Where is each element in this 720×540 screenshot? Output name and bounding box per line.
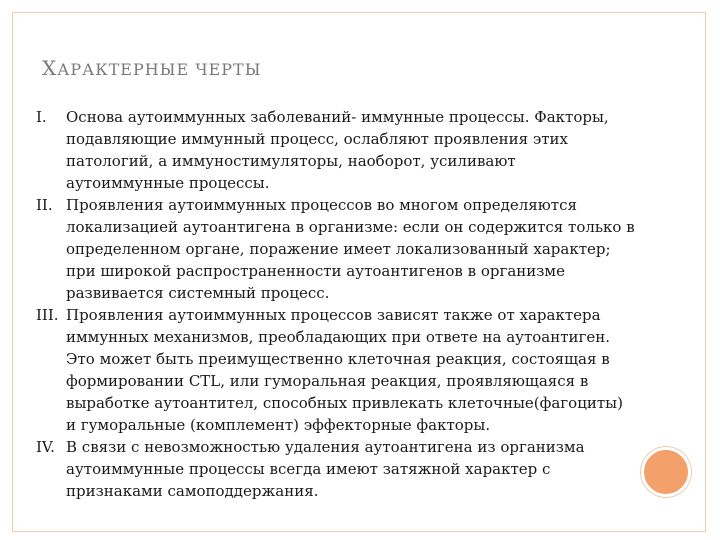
slide-title <box>42 56 261 80</box>
list-item <box>36 304 636 436</box>
list-item-number: III. <box>36 306 59 324</box>
features-list <box>36 106 636 502</box>
slide-title-rest: АРАКТЕРНЫЕ ЧЕРТЫ <box>57 60 262 79</box>
list-item-number: II. <box>36 196 53 214</box>
list-item-number: I. <box>36 108 47 126</box>
accent-circle-icon <box>641 447 691 497</box>
slide-title-initial: Х <box>42 56 58 80</box>
list-item-text: В связи с невозможностью удаления аутоантигена из организма аутоиммунные процессы всегда имеют затяжной характер с признаками самоподдержания. <box>66 438 585 500</box>
list-item-text: Проявления аутоиммунных процессов во многом определяются локализацией аутоантигена в организме: если он содержится только в определенном органе, поражение имеет локализованный характер; при широкой распространенности аутоантигенов в организме развивается системный процесс. <box>66 196 635 302</box>
list-item-text: Проявления аутоиммунных процессов зависят также от характера иммунных механизмов, преобладающих при ответе на аутоантиген. Это может быть преимущественно клеточная реакция, состоящая в формировании CTL, или гуморальная реакция, проявляющаяся в выработке аутоантител, способных привлекать клеточные(фагоциты) и гуморальные (комплемент) эффекторные факторы. <box>66 306 623 434</box>
list-item <box>36 436 636 502</box>
list-item-text: Основа аутоиммунных заболеваний- иммунные процессы. Факторы, подавляющие иммунный процесс, ослабляют проявления этих патологий, а иммуностимуляторы, наоборот, усиливают аутоиммунные процессы. <box>66 108 609 192</box>
list-item-number: IV. <box>36 438 55 456</box>
list-item <box>36 106 636 194</box>
list-item <box>36 194 636 304</box>
